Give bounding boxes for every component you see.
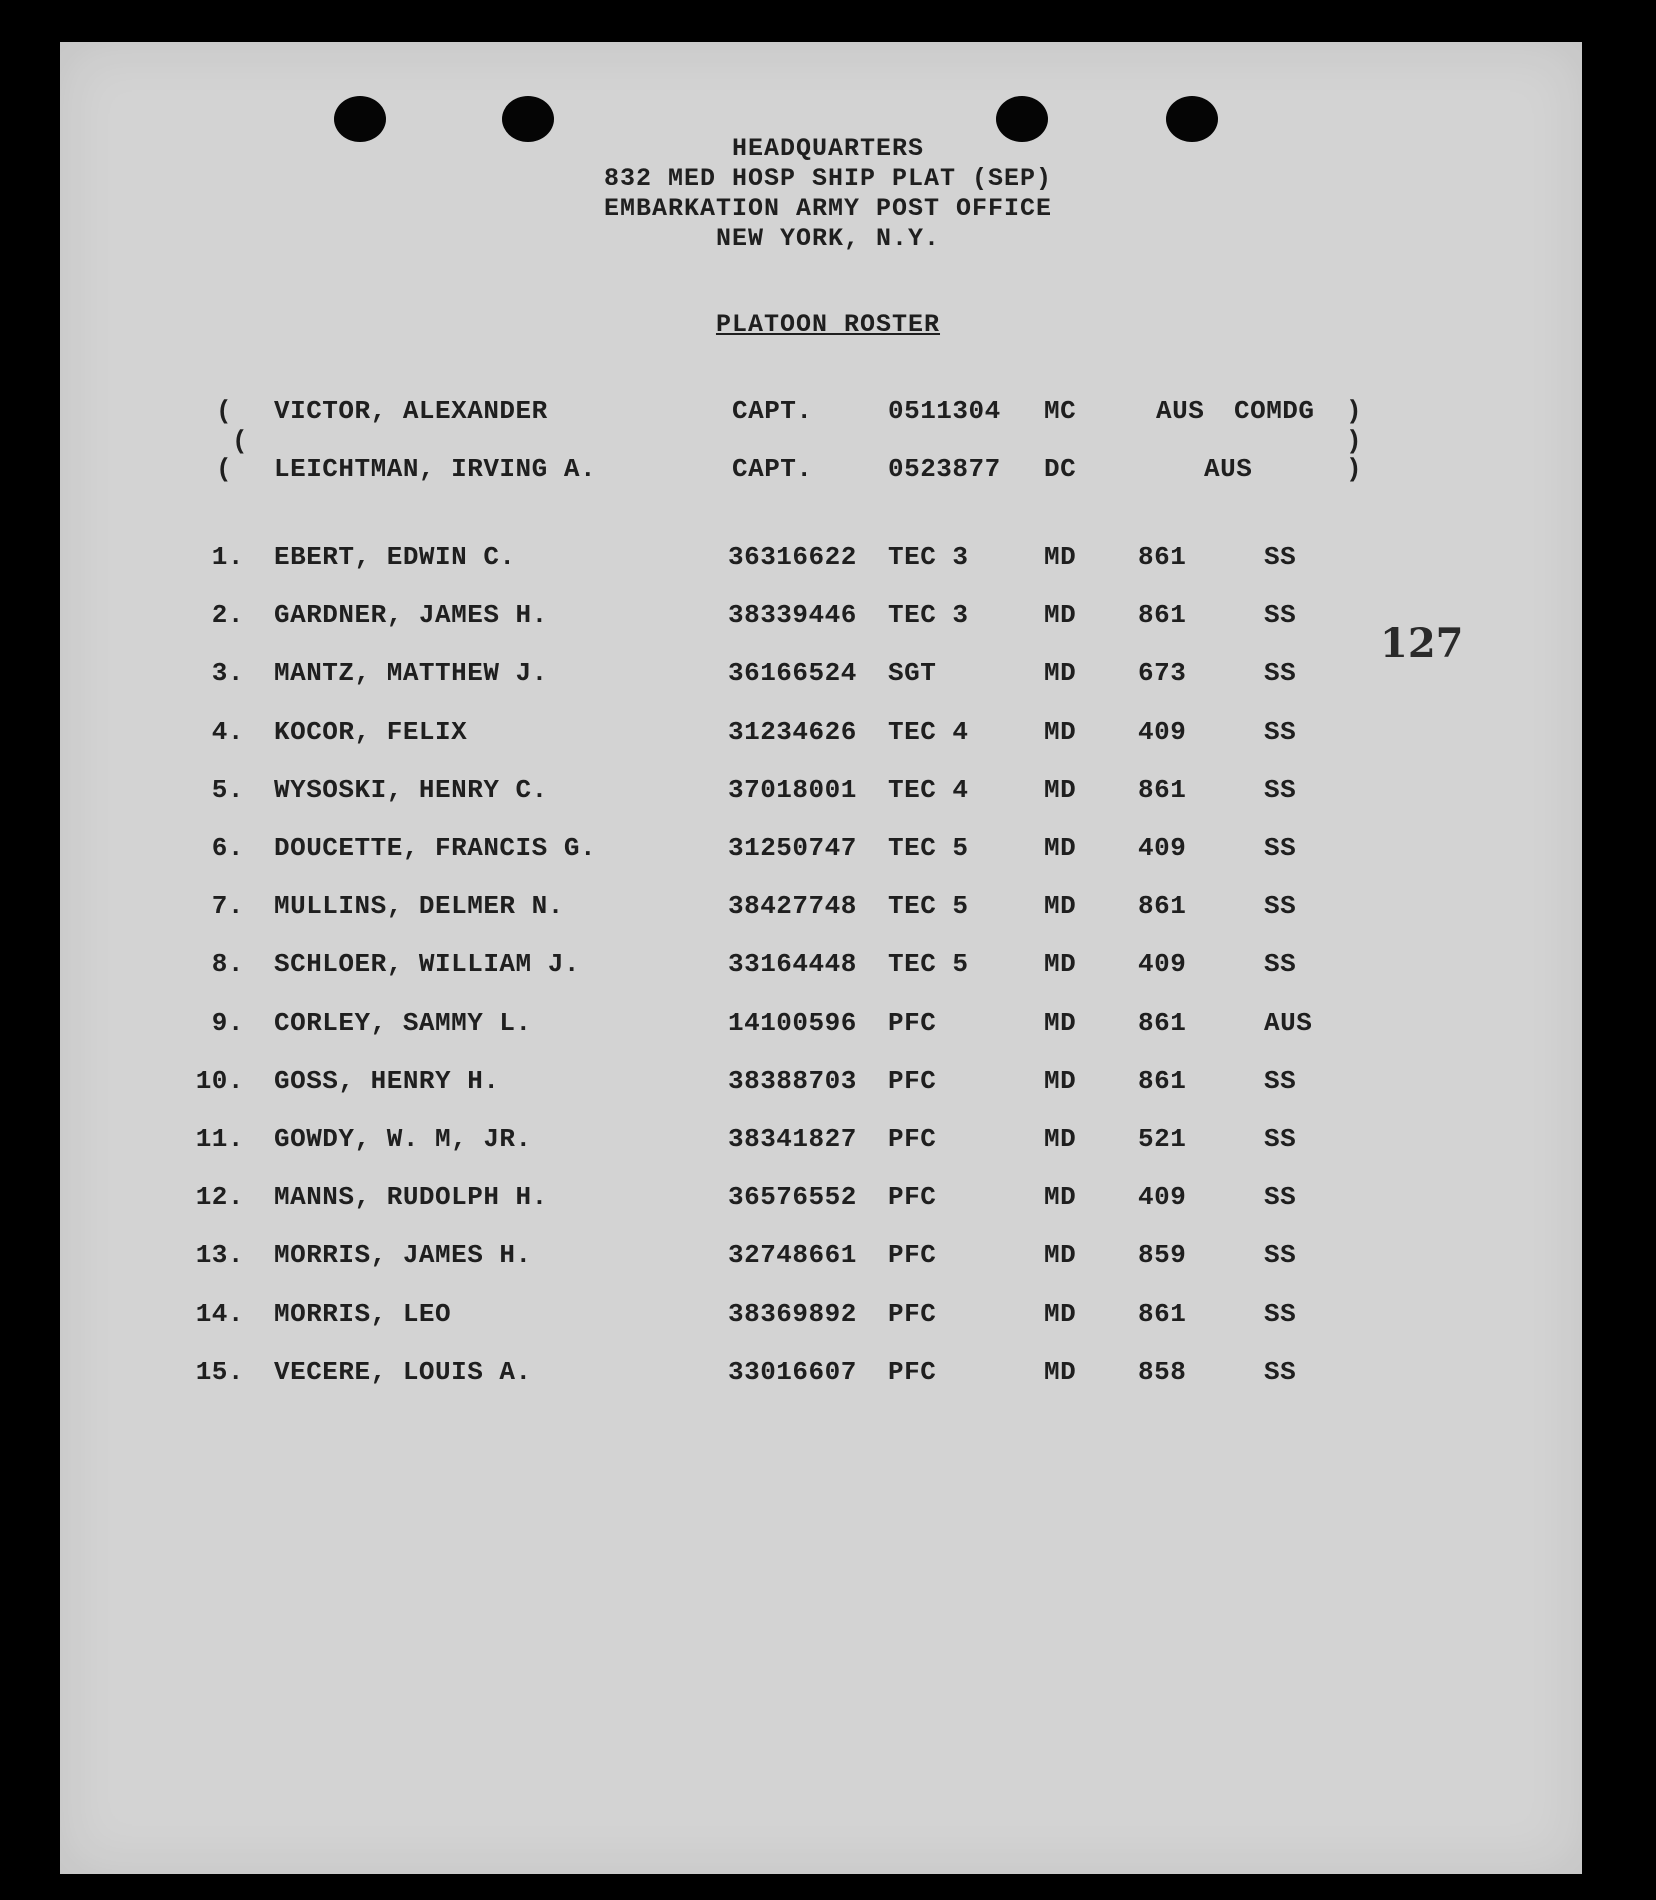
soldier-name: GOWDY, W. M, JR. <box>274 1124 532 1154</box>
officer-component: AUS <box>1204 454 1253 484</box>
bracket-open: ( <box>232 426 249 456</box>
officer-serial: 0523877 <box>888 454 1001 484</box>
mos-code: 409 <box>1138 833 1187 863</box>
serial-number: 33016607 <box>728 1357 857 1387</box>
mos-code: 861 <box>1138 542 1187 572</box>
serial-number: 38427748 <box>728 891 857 921</box>
status: SS <box>1264 542 1297 572</box>
officer-component: AUS <box>1156 396 1205 426</box>
grade: TEC 5 <box>888 833 969 863</box>
branch: MD <box>1044 1008 1077 1038</box>
serial-number: 32748661 <box>728 1240 857 1270</box>
officer-rank: CAPT. <box>732 454 813 484</box>
serial-number: 38341827 <box>728 1124 857 1154</box>
serial-number: 14100596 <box>728 1008 857 1038</box>
officer-name: VICTOR, ALEXANDER <box>274 396 548 426</box>
bracket-close: ) <box>1346 396 1363 426</box>
serial-number: 36576552 <box>728 1182 857 1212</box>
grade: TEC 3 <box>888 542 969 572</box>
status: SS <box>1264 1357 1297 1387</box>
mos-code: 521 <box>1138 1124 1187 1154</box>
row-number: 14. <box>195 1299 244 1329</box>
status: SS <box>1264 891 1297 921</box>
status: AUS <box>1264 1008 1313 1038</box>
serial-number: 36166524 <box>728 658 857 688</box>
soldier-name: GOSS, HENRY H. <box>274 1066 500 1096</box>
status: SS <box>1264 717 1297 747</box>
grade: TEC 5 <box>888 891 969 921</box>
row-number: 13. <box>195 1240 244 1270</box>
row-number: 9. <box>211 1008 244 1038</box>
mos-code: 861 <box>1138 1299 1187 1329</box>
branch: MD <box>1044 949 1077 979</box>
officer-duty: COMDG <box>1234 396 1315 426</box>
officer-name: LEICHTMAN, IRVING A. <box>274 454 597 484</box>
row-number: 11. <box>195 1124 244 1154</box>
soldier-name: MORRIS, LEO <box>274 1299 452 1329</box>
letterhead-line-4: NEW YORK, N.Y. <box>715 224 941 253</box>
mos-code: 861 <box>1138 891 1187 921</box>
serial-number: 37018001 <box>728 775 857 805</box>
branch: MD <box>1044 891 1077 921</box>
row-number: 1. <box>211 542 244 572</box>
grade: PFC <box>888 1299 937 1329</box>
soldier-name: GARDNER, JAMES H. <box>274 600 548 630</box>
soldier-name: MANTZ, MATTHEW J. <box>274 658 548 688</box>
branch: MD <box>1044 1299 1077 1329</box>
mos-code: 858 <box>1138 1357 1187 1387</box>
status: SS <box>1264 1124 1297 1154</box>
mos-code: 861 <box>1138 1008 1187 1038</box>
serial-number: 38339446 <box>728 600 857 630</box>
grade: PFC <box>888 1182 937 1212</box>
row-number: 3. <box>211 658 244 688</box>
status: SS <box>1264 658 1297 688</box>
letterhead-line-2: 832 MED HOSP SHIP PLAT (SEP) <box>603 164 1053 193</box>
row-number: 6. <box>211 833 244 863</box>
status: SS <box>1264 1299 1297 1329</box>
grade: SGT <box>888 658 937 688</box>
soldier-name: MANNS, RUDOLPH H. <box>274 1182 548 1212</box>
grade: PFC <box>888 1240 937 1270</box>
soldier-name: SCHLOER, WILLIAM J. <box>274 949 580 979</box>
grade: PFC <box>888 1008 937 1038</box>
serial-number: 31234626 <box>728 717 857 747</box>
status: SS <box>1264 1182 1297 1212</box>
officer-serial: 0511304 <box>888 396 1001 426</box>
officer-branch: DC <box>1044 454 1077 484</box>
bracket-close: ) <box>1346 426 1363 456</box>
branch: MD <box>1044 833 1077 863</box>
branch: MD <box>1044 1240 1077 1270</box>
row-number: 10. <box>195 1066 244 1096</box>
soldier-name: MORRIS, JAMES H. <box>274 1240 532 1270</box>
soldier-name: EBERT, EDWIN C. <box>274 542 516 572</box>
status: SS <box>1264 833 1297 863</box>
branch: MD <box>1044 600 1077 630</box>
mos-code: 409 <box>1138 1182 1187 1212</box>
mos-code: 409 <box>1138 949 1187 979</box>
status: SS <box>1264 775 1297 805</box>
letterhead-line-3: EMBARKATION ARMY POST OFFICE <box>603 194 1053 223</box>
bracket-close: ) <box>1346 454 1363 484</box>
branch: MD <box>1044 717 1077 747</box>
serial-number: 33164448 <box>728 949 857 979</box>
soldier-name: MULLINS, DELMER N. <box>274 891 564 921</box>
grade: TEC 4 <box>888 775 969 805</box>
officer-rank: CAPT. <box>732 396 813 426</box>
row-number: 12. <box>195 1182 244 1212</box>
grade: TEC 4 <box>888 717 969 747</box>
soldier-name: WYSOSKI, HENRY C. <box>274 775 548 805</box>
page-title: PLATOON ROSTER <box>715 310 941 339</box>
row-number: 8. <box>211 949 244 979</box>
status: SS <box>1264 1066 1297 1096</box>
mos-code: 861 <box>1138 775 1187 805</box>
serial-number: 36316622 <box>728 542 857 572</box>
bracket-open: ( <box>216 454 233 484</box>
row-number: 2. <box>211 600 244 630</box>
mos-code: 861 <box>1138 1066 1187 1096</box>
row-number: 15. <box>195 1357 244 1387</box>
serial-number: 38388703 <box>728 1066 857 1096</box>
mos-code: 409 <box>1138 717 1187 747</box>
soldier-name: CORLEY, SAMMY L. <box>274 1008 532 1038</box>
grade: PFC <box>888 1066 937 1096</box>
soldier-name: DOUCETTE, FRANCIS G. <box>274 833 597 863</box>
grade: PFC <box>888 1124 937 1154</box>
letterhead-line-1: HEADQUARTERS <box>731 134 925 163</box>
mos-code: 673 <box>1138 658 1187 688</box>
bracket-open: ( <box>216 396 233 426</box>
soldier-name: KOCOR, FELIX <box>274 717 468 747</box>
status: SS <box>1264 949 1297 979</box>
serial-number: 38369892 <box>728 1299 857 1329</box>
branch: MD <box>1044 1124 1077 1154</box>
branch: MD <box>1044 658 1077 688</box>
grade: TEC 3 <box>888 600 969 630</box>
grade: TEC 5 <box>888 949 969 979</box>
officer-branch: MC <box>1044 396 1077 426</box>
page-number: 127 <box>1380 620 1464 667</box>
mos-code: 861 <box>1138 600 1187 630</box>
serial-number: 31250747 <box>728 833 857 863</box>
mos-code: 859 <box>1138 1240 1187 1270</box>
status: SS <box>1264 600 1297 630</box>
branch: MD <box>1044 775 1077 805</box>
branch: MD <box>1044 1066 1077 1096</box>
soldier-name: VECERE, LOUIS A. <box>274 1357 532 1387</box>
grade: PFC <box>888 1357 937 1387</box>
branch: MD <box>1044 1357 1077 1387</box>
row-number: 5. <box>211 775 244 805</box>
status: SS <box>1264 1240 1297 1270</box>
row-number: 7. <box>211 891 244 921</box>
branch: MD <box>1044 542 1077 572</box>
branch: MD <box>1044 1182 1077 1212</box>
row-number: 4. <box>211 717 244 747</box>
